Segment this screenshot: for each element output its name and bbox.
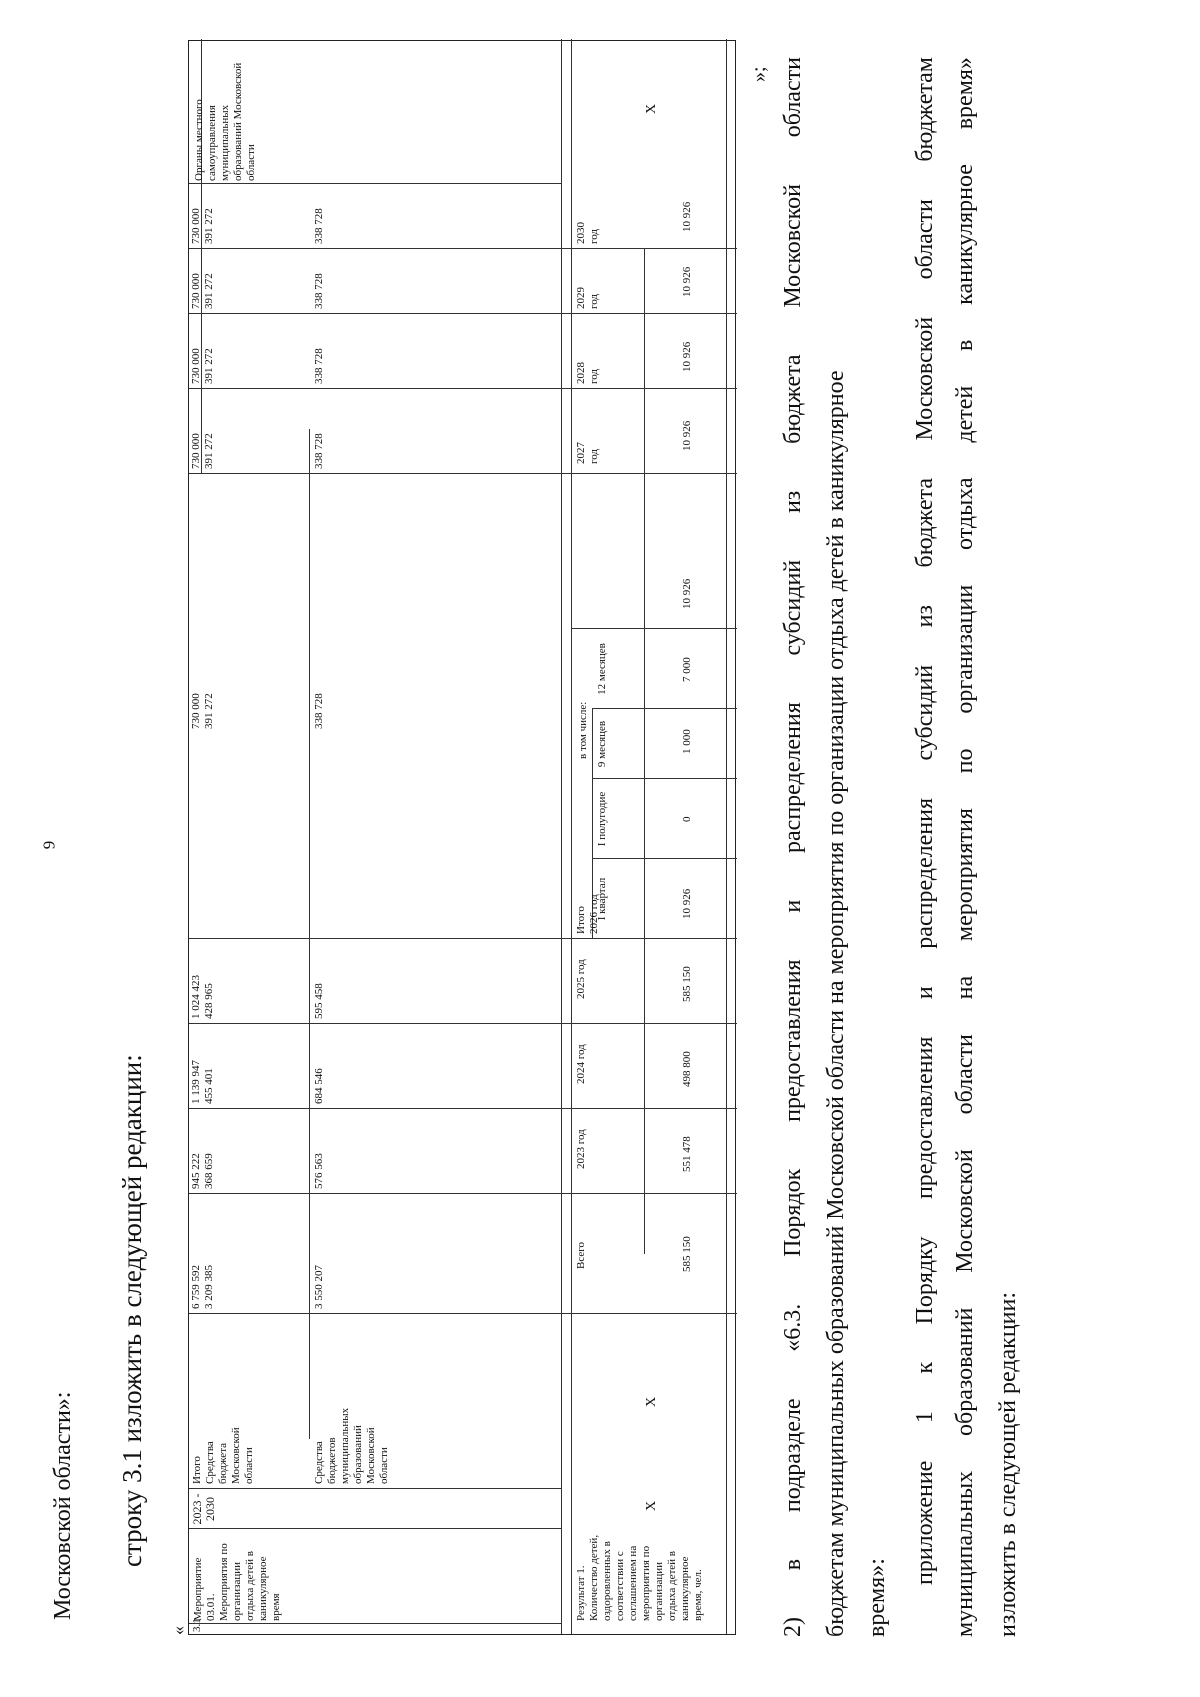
region-cell: 391 272: [203, 273, 215, 309]
x-mark: X: [644, 1396, 659, 1407]
x-mark: X: [644, 103, 659, 114]
rotated-document-body: [50, 50, 1170, 1647]
page-number: 9: [39, 840, 59, 850]
word: распределения: [912, 798, 938, 949]
word: Порядку: [912, 1236, 938, 1325]
municipal-cell: 338 728: [313, 208, 325, 244]
total-cell: 945 222: [190, 1153, 202, 1189]
row-line: [726, 39, 727, 1634]
row-line: [561, 39, 562, 1634]
col-line: [592, 708, 737, 709]
result-value: 585 150: [681, 1236, 693, 1272]
word: распределения: [780, 702, 806, 853]
col-line: [189, 938, 737, 939]
result-header: 2028 год: [575, 362, 600, 384]
result-value: 1 000: [681, 729, 693, 754]
result-header: в том числе:: [577, 701, 589, 759]
word: предоставления: [912, 1036, 938, 1200]
result-header: I квартал: [596, 877, 608, 921]
word: на: [952, 975, 978, 1000]
municipal-cell: 3 550 207: [313, 1265, 325, 1309]
result-value: 10 926: [681, 578, 693, 609]
word: области: [780, 57, 806, 138]
word: детей: [952, 385, 978, 443]
word: образований: [952, 1307, 978, 1437]
opening-quote: «: [168, 1626, 188, 1635]
region-cell: 455 401: [203, 1068, 215, 1104]
region-cell: 368 659: [203, 1153, 215, 1189]
result-value: 585 150: [681, 966, 693, 1002]
word: из: [780, 490, 806, 514]
source-municipal: Средства бюджетов муниципальных образований Московской области: [313, 1407, 390, 1484]
row-number: 3.1: [191, 1618, 203, 1632]
result-value: 10 926: [681, 420, 693, 451]
result-value: 10 926: [681, 888, 693, 919]
word: области: [952, 1034, 978, 1115]
result-value: 10 926: [681, 266, 693, 297]
paragraph-2-line-1: [780, 57, 807, 1637]
period: 2023 - 2030: [190, 1493, 217, 1525]
col-line: [189, 473, 737, 474]
word: отдыха: [952, 477, 978, 550]
paragraph-3-line-2: [952, 57, 979, 1637]
word: области: [912, 199, 938, 280]
row-line: [309, 429, 310, 1439]
word: 2): [780, 1617, 806, 1637]
word: бюджетам: [912, 57, 938, 162]
instruction-line: строку 3.1 изложить в следующей редакции:: [117, 1054, 147, 1567]
municipal-cell: 338 728: [313, 433, 325, 469]
word: «6.3.: [780, 1303, 806, 1352]
word: Московской: [952, 1149, 978, 1273]
region-cell: 391 272: [203, 433, 215, 469]
col-line: [189, 1108, 737, 1109]
total-cell: 1 139 947: [190, 1060, 202, 1104]
result-label: Результат 1. Количество детей, оздоровленных в соответствии с соглашением на мероприятия по организации отдыха детей в каникулярное время, чел.: [575, 1534, 704, 1621]
col-line: [189, 1193, 737, 1194]
municipal-cell: 338 728: [313, 273, 325, 309]
word: Московской: [780, 184, 806, 308]
result-header: 2023 год: [575, 1129, 587, 1169]
subsidy-table: [188, 40, 736, 1635]
word: бюджета: [912, 478, 938, 568]
municipal-cell: 576 563: [313, 1153, 325, 1189]
word: в: [952, 339, 978, 351]
result-header: Итого 2026 год: [575, 894, 600, 934]
municipal-cell: 338 728: [313, 348, 325, 384]
municipal-cell: 338 728: [313, 693, 325, 729]
col-line: [189, 248, 737, 249]
result-header: 2029 год: [575, 287, 600, 309]
col-line: [592, 858, 737, 859]
result-header: 9 месяцев: [596, 720, 608, 768]
executor-cell: Органы местного самоуправления муниципальных образований Московской области: [193, 62, 257, 181]
paragraph-3-line-1: [912, 57, 939, 1585]
col-line: [189, 1488, 561, 1489]
word: подразделе: [780, 1398, 806, 1513]
col-line: [189, 1528, 561, 1529]
event-name: Мероприятие 03.01. Мероприятия по организации отдыха детей в каникулярное время: [192, 1543, 282, 1621]
col-line: [189, 1313, 737, 1314]
itogo-label: Итого: [191, 1456, 203, 1484]
col-line: [189, 313, 737, 314]
paragraph-2-line-3: время»:: [864, 1558, 890, 1637]
municipal-cell: 595 458: [313, 983, 325, 1019]
col-line: [592, 778, 737, 779]
result-value: 10 926: [681, 201, 693, 232]
word: и: [912, 986, 938, 1000]
row-line: [644, 249, 645, 1254]
word: в: [780, 1558, 806, 1571]
region-cell: 391 272: [203, 348, 215, 384]
region-cell: 428 965: [203, 983, 215, 1019]
result-header: 12 месяцев: [596, 643, 608, 695]
result-header: 2025 год: [575, 959, 587, 999]
total-cell: 730 000: [190, 348, 202, 384]
word: бюджета: [780, 354, 806, 444]
result-header: 2024 год: [575, 1044, 587, 1084]
col-line: [189, 183, 561, 184]
word: и: [780, 899, 806, 913]
result-value: 10 926: [681, 341, 693, 372]
col-line: [571, 628, 737, 629]
col-line: [189, 1623, 561, 1624]
result-value: 0: [681, 816, 693, 822]
word: Порядок: [780, 1168, 806, 1257]
word: Московской: [912, 316, 938, 441]
word: 1: [912, 1411, 938, 1424]
col-line: [189, 388, 737, 389]
total-cell: 730 000: [190, 693, 202, 729]
result-value: 7 000: [681, 657, 693, 682]
paragraph-2-line-2: бюджетам муниципальных образований Московской области на мероприятия по организации отдыха детей в каникулярное: [823, 370, 849, 1637]
word: по: [952, 748, 978, 774]
word: к: [912, 1361, 938, 1374]
total-cell: 1 024 423: [190, 975, 202, 1019]
preamble-line: Московской области»:: [50, 1391, 76, 1620]
word: мероприятия: [952, 808, 978, 942]
word: субсидий: [912, 664, 938, 761]
word: предоставления: [780, 959, 806, 1122]
total-cell: 6 759 592: [190, 1265, 202, 1309]
row-line: [571, 39, 572, 1634]
word: из: [912, 605, 938, 628]
result-value: 551 478: [681, 1136, 693, 1172]
col-line: [189, 1023, 737, 1024]
word: приложение: [912, 1460, 938, 1585]
total-cell: 730 000: [190, 433, 202, 469]
result-header: 2027 год: [575, 442, 600, 464]
result-header: I полугодие: [596, 791, 608, 847]
word: субсидий: [780, 559, 806, 656]
region-cell: 391 272: [203, 208, 215, 244]
closing-quote: »;: [748, 66, 770, 82]
region-cell: 391 272: [203, 693, 215, 729]
total-cell: 730 000: [190, 273, 202, 309]
word: муниципальных: [952, 1470, 978, 1637]
word: каникулярное: [952, 164, 978, 305]
municipal-cell: 684 546: [313, 1068, 325, 1104]
result-header: 2030 год: [575, 222, 600, 244]
region-cell: 3 209 385: [203, 1265, 215, 1309]
x-mark: X: [644, 1500, 659, 1511]
total-cell: 730 000: [190, 208, 202, 244]
word: время»: [952, 57, 978, 130]
source-region: Средства бюджета Московской области: [204, 1427, 255, 1484]
result-value: 498 800: [681, 1051, 693, 1087]
paragraph-3-line-3: изложить в следующей редакции:: [995, 1291, 1021, 1637]
word: организации: [952, 584, 978, 714]
result-header: Всего: [575, 1242, 587, 1269]
